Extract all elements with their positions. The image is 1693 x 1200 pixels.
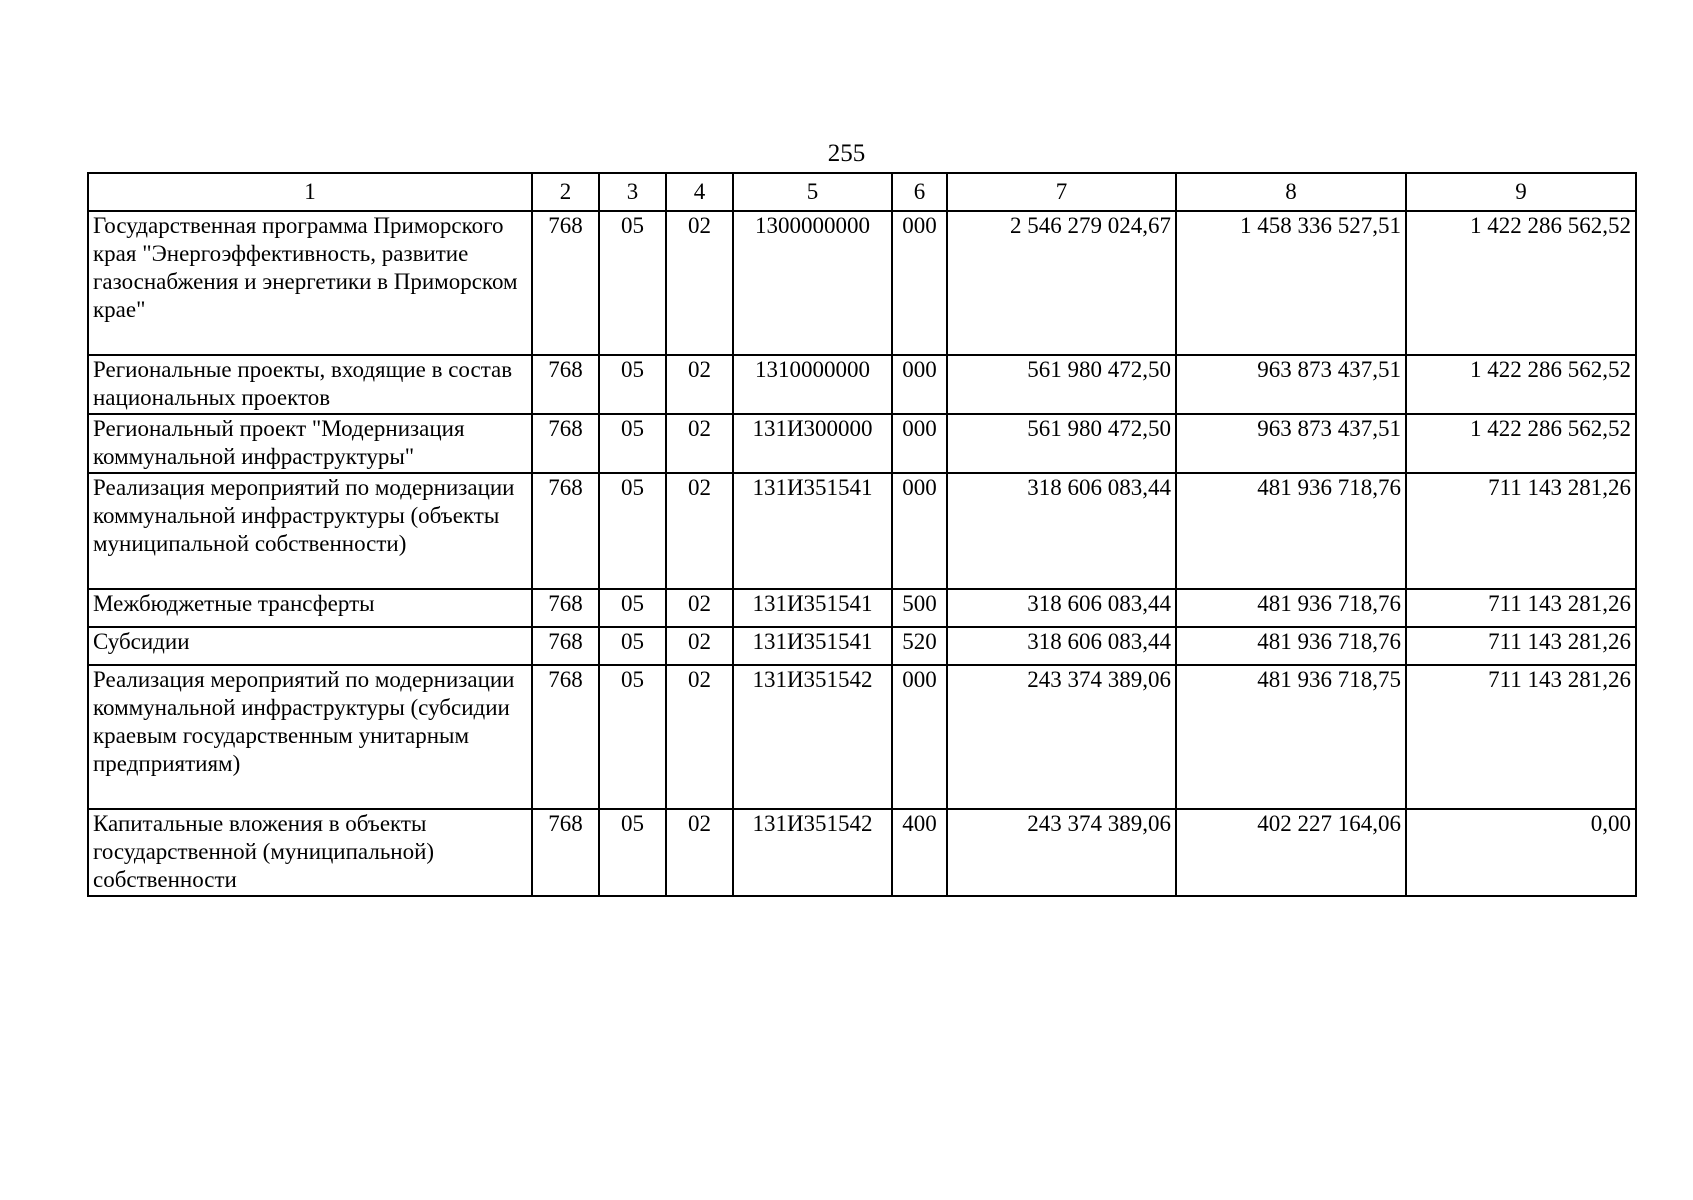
cell-col9: 1 422 286 562,52: [1406, 414, 1636, 473]
cell-col6: 500: [892, 589, 947, 627]
cell-col2: 768: [532, 473, 599, 589]
cell-col7: 2 546 279 024,67: [947, 211, 1176, 355]
cell-col7: 318 606 083,44: [947, 473, 1176, 589]
cell-col5: 131И351541: [733, 589, 892, 627]
cell-col8: 963 873 437,51: [1176, 355, 1406, 414]
cell-col7: 561 980 472,50: [947, 355, 1176, 414]
cell-col7: 243 374 389,06: [947, 809, 1176, 896]
cell-col7: 561 980 472,50: [947, 414, 1176, 473]
cell-col6: 000: [892, 665, 947, 809]
cell-col9: 0,00: [1406, 809, 1636, 896]
cell-col9: 711 143 281,26: [1406, 627, 1636, 665]
table-row: [88, 627, 1636, 665]
cell-col2: 768: [532, 414, 599, 473]
cell-col9: 711 143 281,26: [1406, 589, 1636, 627]
cell-col6: 000: [892, 211, 947, 355]
budget-table: [87, 172, 1637, 897]
cell-col7: 318 606 083,44: [947, 589, 1176, 627]
cell-col8: 481 936 718,76: [1176, 589, 1406, 627]
cell-col4: 02: [666, 627, 733, 665]
cell-col3: 05: [599, 355, 666, 414]
column-header: 9: [1406, 173, 1636, 211]
cell-col2: 768: [532, 211, 599, 355]
cell-col4: 02: [666, 809, 733, 896]
cell-col8: 963 873 437,51: [1176, 414, 1406, 473]
cell-col8: 481 936 718,75: [1176, 665, 1406, 809]
cell-col2: 768: [532, 665, 599, 809]
cell-col4: 02: [666, 665, 733, 809]
cell-col6: 000: [892, 355, 947, 414]
cell-col2: 768: [532, 627, 599, 665]
cell-col6: 400: [892, 809, 947, 896]
cell-col2: 768: [532, 809, 599, 896]
column-header: 8: [1176, 173, 1406, 211]
cell-col6: 000: [892, 473, 947, 589]
cell-col8: 402 227 164,06: [1176, 809, 1406, 896]
header-row: [88, 173, 1636, 211]
table-row: [88, 665, 1636, 809]
cell-col5: 131И351541: [733, 473, 892, 589]
cell-col4: 02: [666, 414, 733, 473]
row-name: Региональные проекты, входящие в состав национальных проектов: [88, 355, 532, 414]
cell-col5: 1300000000: [733, 211, 892, 355]
row-name: Государственная программа Приморского края "Энергоэффективность, развитие газоснабжения и энергетики в Приморском крае": [88, 211, 532, 355]
cell-col2: 768: [532, 355, 599, 414]
cell-col3: 05: [599, 809, 666, 896]
table-row: [88, 473, 1636, 589]
column-header: 7: [947, 173, 1176, 211]
cell-col6: 520: [892, 627, 947, 665]
column-header: 3: [599, 173, 666, 211]
cell-col8: 481 936 718,76: [1176, 627, 1406, 665]
cell-col8: 1 458 336 527,51: [1176, 211, 1406, 355]
column-header: 5: [733, 173, 892, 211]
cell-col6: 000: [892, 414, 947, 473]
cell-col5: 1310000000: [733, 355, 892, 414]
row-name: Межбюджетные трансферты: [88, 589, 532, 627]
table-row: [88, 809, 1636, 896]
cell-col3: 05: [599, 211, 666, 355]
cell-col5: 131И351541: [733, 627, 892, 665]
row-name: Реализация мероприятий по модернизации коммунальной инфраструктуры (объекты муниципальной собственности): [88, 473, 532, 589]
cell-col3: 05: [599, 589, 666, 627]
cell-col7: 243 374 389,06: [947, 665, 1176, 809]
column-header: 2: [532, 173, 599, 211]
column-header: 4: [666, 173, 733, 211]
table-row: [88, 211, 1636, 355]
row-name: Капитальные вложения в объекты государственной (муниципальной) собственности: [88, 809, 532, 896]
table-row: [88, 355, 1636, 414]
cell-col4: 02: [666, 589, 733, 627]
cell-col5: 131И351542: [733, 665, 892, 809]
cell-col4: 02: [666, 355, 733, 414]
cell-col5: 131И300000: [733, 414, 892, 473]
cell-col4: 02: [666, 211, 733, 355]
cell-col9: 711 143 281,26: [1406, 473, 1636, 589]
cell-col8: 481 936 718,76: [1176, 473, 1406, 589]
cell-col9: 1 422 286 562,52: [1406, 211, 1636, 355]
cell-col3: 05: [599, 473, 666, 589]
cell-col4: 02: [666, 473, 733, 589]
cell-col3: 05: [599, 414, 666, 473]
row-name: Субсидии: [88, 627, 532, 665]
row-name: Реализация мероприятий по модернизации коммунальной инфраструктуры (субсидии краевым государственным унитарным предприятиям): [88, 665, 532, 809]
cell-col9: 1 422 286 562,52: [1406, 355, 1636, 414]
cell-col7: 318 606 083,44: [947, 627, 1176, 665]
cell-col3: 05: [599, 627, 666, 665]
page-number: 255: [827, 140, 866, 167]
table-row: [88, 414, 1636, 473]
table-row: [88, 589, 1636, 627]
column-header: 1: [88, 173, 532, 211]
cell-col3: 05: [599, 665, 666, 809]
column-header: 6: [892, 173, 947, 211]
cell-col5: 131И351542: [733, 809, 892, 896]
row-name: Региональный проект "Модернизация коммунальной инфраструктуры": [88, 414, 532, 473]
cell-col9: 711 143 281,26: [1406, 665, 1636, 809]
cell-col2: 768: [532, 589, 599, 627]
